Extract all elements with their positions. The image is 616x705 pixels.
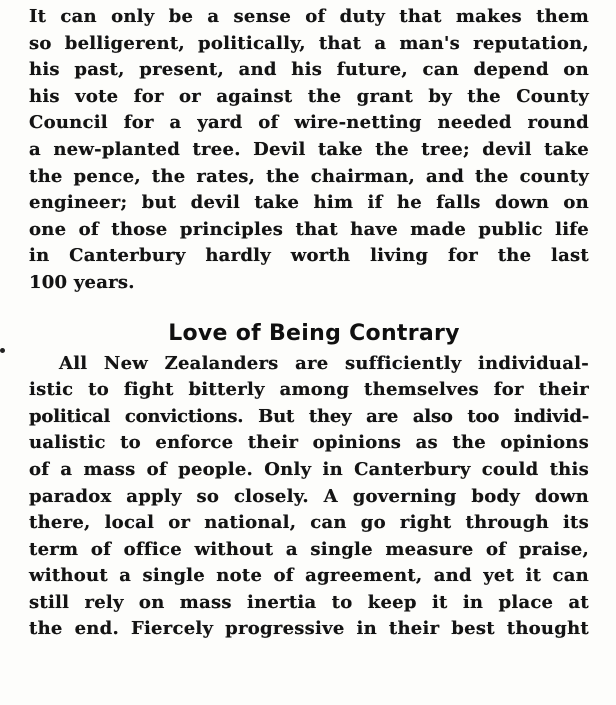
text-line: of a mass of people. Only in Canterbury could this (29, 458, 589, 480)
text-line: the pence, the rates, the chairman, and the county (29, 165, 589, 187)
text-line: political convictions. But they are also too individ- (29, 405, 589, 427)
text-line: paradox apply so closely. A governing body down (29, 485, 589, 507)
section-heading: Love of Being Contrary (168, 320, 460, 346)
text-line: the end. Fiercely progressive in their best thought (29, 618, 589, 640)
text-line: ualistic to enforce their opinions as the opinions (29, 432, 589, 454)
text-line: still rely on mass inertia to keep it in place at (29, 591, 589, 613)
text-line: All New Zealanders are sufficiently individual- (59, 352, 589, 374)
text-line: Council for a yard of wire-netting needed round (29, 112, 589, 134)
text-line: so belligerent, politically, that a man's reputation, (29, 32, 589, 54)
margin-dot (0, 348, 5, 353)
text-line: term of office without a single measure of praise, (29, 538, 589, 560)
text-line: a new-planted tree. Devil take the tree; devil take (29, 138, 589, 160)
text-line: It can only be a sense of duty that makes them (29, 6, 589, 27)
article-column (29, 4, 589, 643)
text-line: one of those principles that have made public life (29, 218, 589, 240)
text-line: his past, present, and his future, can depend on (29, 59, 589, 81)
section-gap (29, 297, 589, 317)
paragraph-1 (29, 4, 589, 297)
paragraph-2 (29, 351, 589, 644)
text-line: istic to fight bitterly among themselves for their (29, 379, 589, 401)
text-line: in Canterbury hardly worth living for the last (29, 245, 589, 267)
text-line: engineer; but devil take him if he falls down on (29, 192, 589, 214)
text-line: without a single note of agreement, and yet it can (29, 565, 589, 587)
text-line: his vote for or against the grant by the County (29, 85, 589, 107)
text-line: there, local or national, can go right through its (29, 512, 589, 534)
text-line: 100 years. (29, 271, 135, 293)
